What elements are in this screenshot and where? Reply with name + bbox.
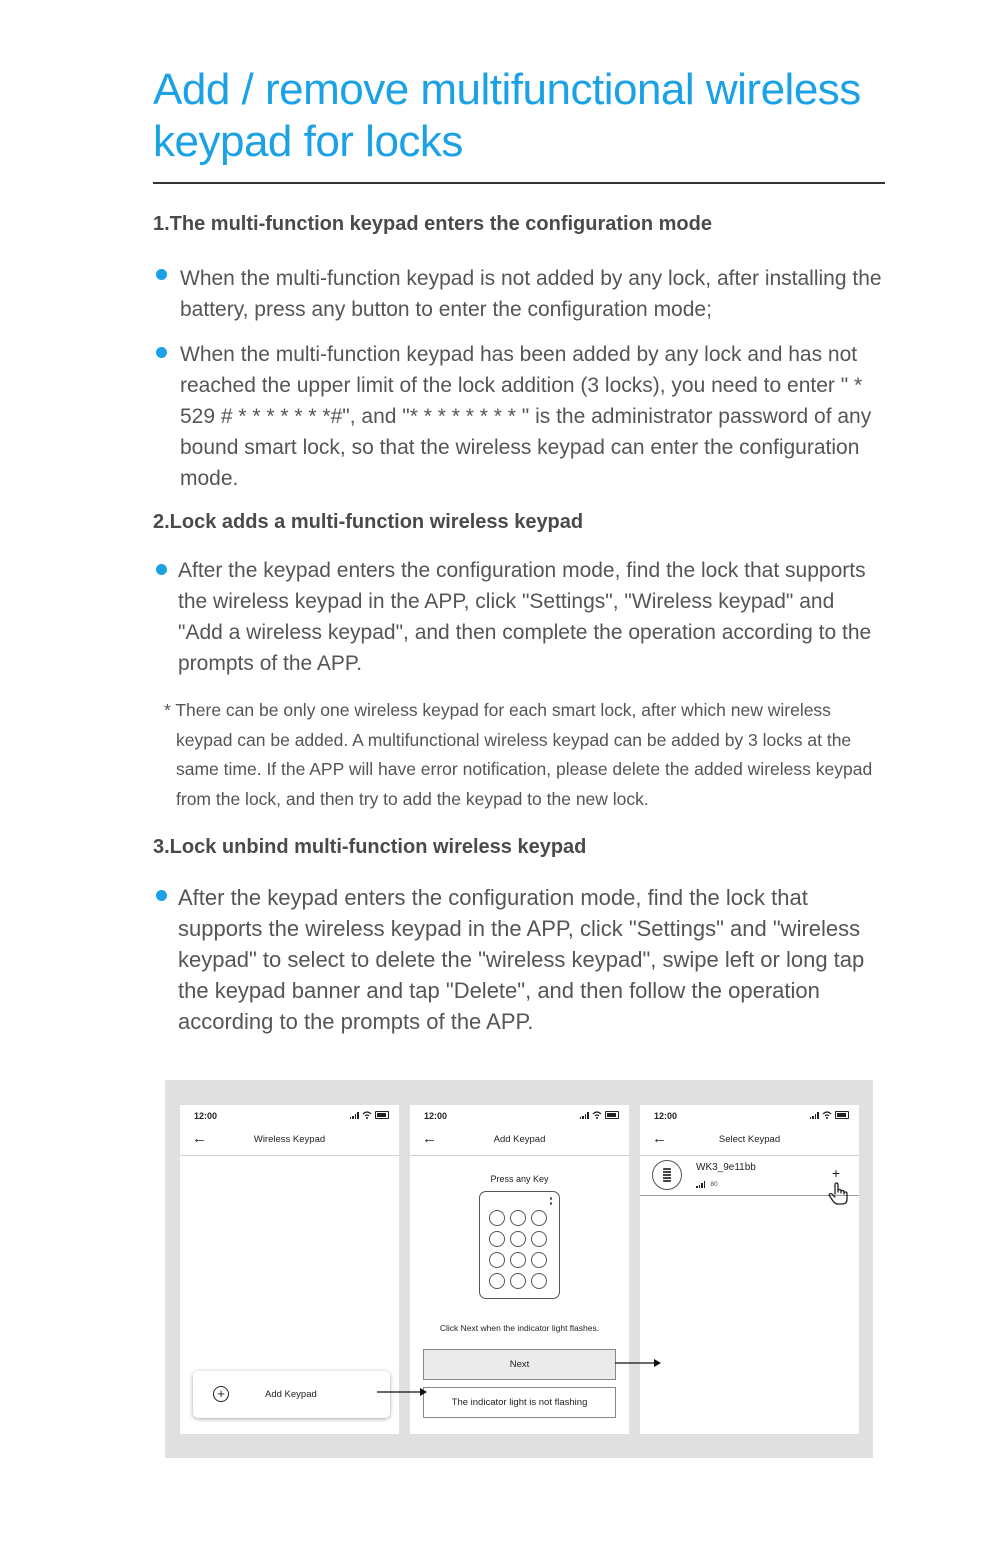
note-asterisk: * <box>164 700 171 720</box>
nav-bar <box>410 1125 629 1156</box>
bullet-dot-icon <box>156 564 167 575</box>
keypad-illustration-icon <box>479 1191 560 1299</box>
add-device-plus-icon[interactable]: + <box>831 1165 840 1181</box>
keypad-device-icon <box>652 1160 682 1190</box>
nav-title: Add Keypad <box>493 1134 546 1145</box>
page-title-line-1: Add / remove multifunctional wireless <box>153 65 861 114</box>
app-steps-figure <box>165 1080 873 1458</box>
indicator-led-icon <box>550 1197 553 1200</box>
keypad-key <box>510 1252 526 1268</box>
keypad-key <box>510 1210 526 1226</box>
back-arrow-icon[interactable]: ← <box>422 1130 437 1147</box>
keypad-key <box>531 1252 547 1268</box>
keypad-key <box>531 1231 547 1247</box>
device-name: WK3_9e11bb <box>696 1162 756 1173</box>
note-rest: keypad can be added. A multifunctional wireless keypad can be added by 3 locks at the same time. If the APP will have error notification, please delete the added wireless keypad from the lock, and then try to add the keypad to the new lock. <box>176 729 873 809</box>
page-title <box>153 64 913 168</box>
keypad-key <box>489 1231 505 1247</box>
bullet-dot-icon <box>156 347 167 358</box>
phone-screen-add-keypad <box>410 1105 629 1434</box>
tap-hand-icon <box>827 1182 849 1206</box>
keypad-key <box>489 1210 505 1226</box>
add-keypad-label: Add Keypad <box>265 1389 317 1400</box>
wifi-icon <box>362 1111 372 1119</box>
keypad-device-row[interactable] <box>640 1155 859 1196</box>
next-button[interactable]: Next <box>423 1349 616 1380</box>
wifi-icon <box>592 1111 602 1119</box>
indicator-hint-text: Click Next when the indicator light flashes. <box>439 1323 600 1333</box>
bullet-dot-icon <box>156 890 167 901</box>
section-3-heading: 3.Lock unbind multi-function wireless keypad <box>153 836 587 858</box>
keypad-key <box>510 1273 526 1289</box>
keypad-key <box>531 1273 547 1289</box>
indicator-led-icon <box>550 1202 553 1205</box>
keypad-key <box>489 1252 505 1268</box>
battery-icon <box>835 1111 849 1119</box>
nav-bar <box>180 1125 399 1156</box>
phone-screen-select-keypad <box>640 1105 859 1434</box>
title-divider <box>153 182 885 184</box>
device-signal-value: 80 <box>710 1181 718 1188</box>
keypad-keys <box>489 1210 548 1289</box>
battery-icon <box>605 1111 619 1119</box>
nav-bar <box>640 1125 859 1156</box>
status-time: 12:00 <box>654 1111 678 1121</box>
signal-icon <box>696 1181 705 1188</box>
section-2-note <box>164 696 884 814</box>
phone-screen-wireless-keypad <box>180 1105 399 1434</box>
back-arrow-icon[interactable]: ← <box>192 1130 207 1147</box>
keypad-key <box>489 1273 505 1289</box>
arrow-right-icon <box>377 1386 427 1398</box>
status-time: 12:00 <box>194 1111 218 1121</box>
status-icons <box>350 1111 389 1119</box>
section-3-bullet-1: After the keypad enters the configuration mode, find the lock that supports the wireless keypad in the APP, click "Settings" and "wireless keypad" to select to delete the "wireless keypad", swipe left or long tap the keypad banner and tap "Delete", and then follow the operation according to the prompts of the APP. <box>178 885 865 1034</box>
add-keypad-button[interactable] <box>193 1371 390 1418</box>
status-time: 12:00 <box>424 1111 448 1121</box>
signal-icon <box>350 1112 359 1119</box>
keypad-key <box>510 1231 526 1247</box>
signal-icon <box>580 1112 589 1119</box>
note-first-line: There can be only one wireless keypad for each smart lock, after which new wireless <box>175 700 831 720</box>
section-2-heading: 2.Lock adds a multi-function wireless keypad <box>153 511 584 533</box>
arrow-right-icon <box>615 1357 661 1369</box>
status-icons <box>810 1111 849 1119</box>
back-arrow-icon[interactable]: ← <box>652 1130 667 1147</box>
status-icons <box>580 1111 619 1119</box>
plus-circle-icon: + <box>213 1386 229 1402</box>
nav-title: Wireless Keypad <box>253 1134 326 1145</box>
section-1-heading: 1.The multi-function keypad enters the configuration mode <box>153 213 712 235</box>
device-signal <box>696 1181 718 1188</box>
nav-title: Select Keypad <box>718 1134 781 1145</box>
signal-icon <box>810 1112 819 1119</box>
wifi-icon <box>822 1111 832 1119</box>
not-flashing-button[interactable]: The indicator light is not flashing <box>423 1387 616 1418</box>
keypad-key <box>531 1210 547 1226</box>
page-title-line-2: keypad for locks <box>153 117 463 166</box>
section-2-bullet-1: After the keypad enters the configuration mode, find the lock that supports the wireless keypad in the APP, click "Settings", "Wireless keypad" and "Add a wireless keypad", and then complete the operation according to the prompts of the APP. <box>178 559 872 675</box>
press-any-key-text: Press any Key <box>490 1174 549 1184</box>
bullet-dot-icon <box>156 269 167 280</box>
section-1-bullet-1: When the multi-function keypad is not added by any lock, after installing the battery, press any button to enter the configuration mode; <box>180 267 882 321</box>
section-1-bullet-2: When the multi-function keypad has been added by any lock and has not reached the upper limit of the lock addition (3 locks), you need to enter " * 529 # * * * * * * *#", and "* * * * * * * * " is the administrator password of any bound smart lock, so that the wireless keypad can enter the configuration mode. <box>180 343 872 490</box>
battery-icon <box>375 1111 389 1119</box>
